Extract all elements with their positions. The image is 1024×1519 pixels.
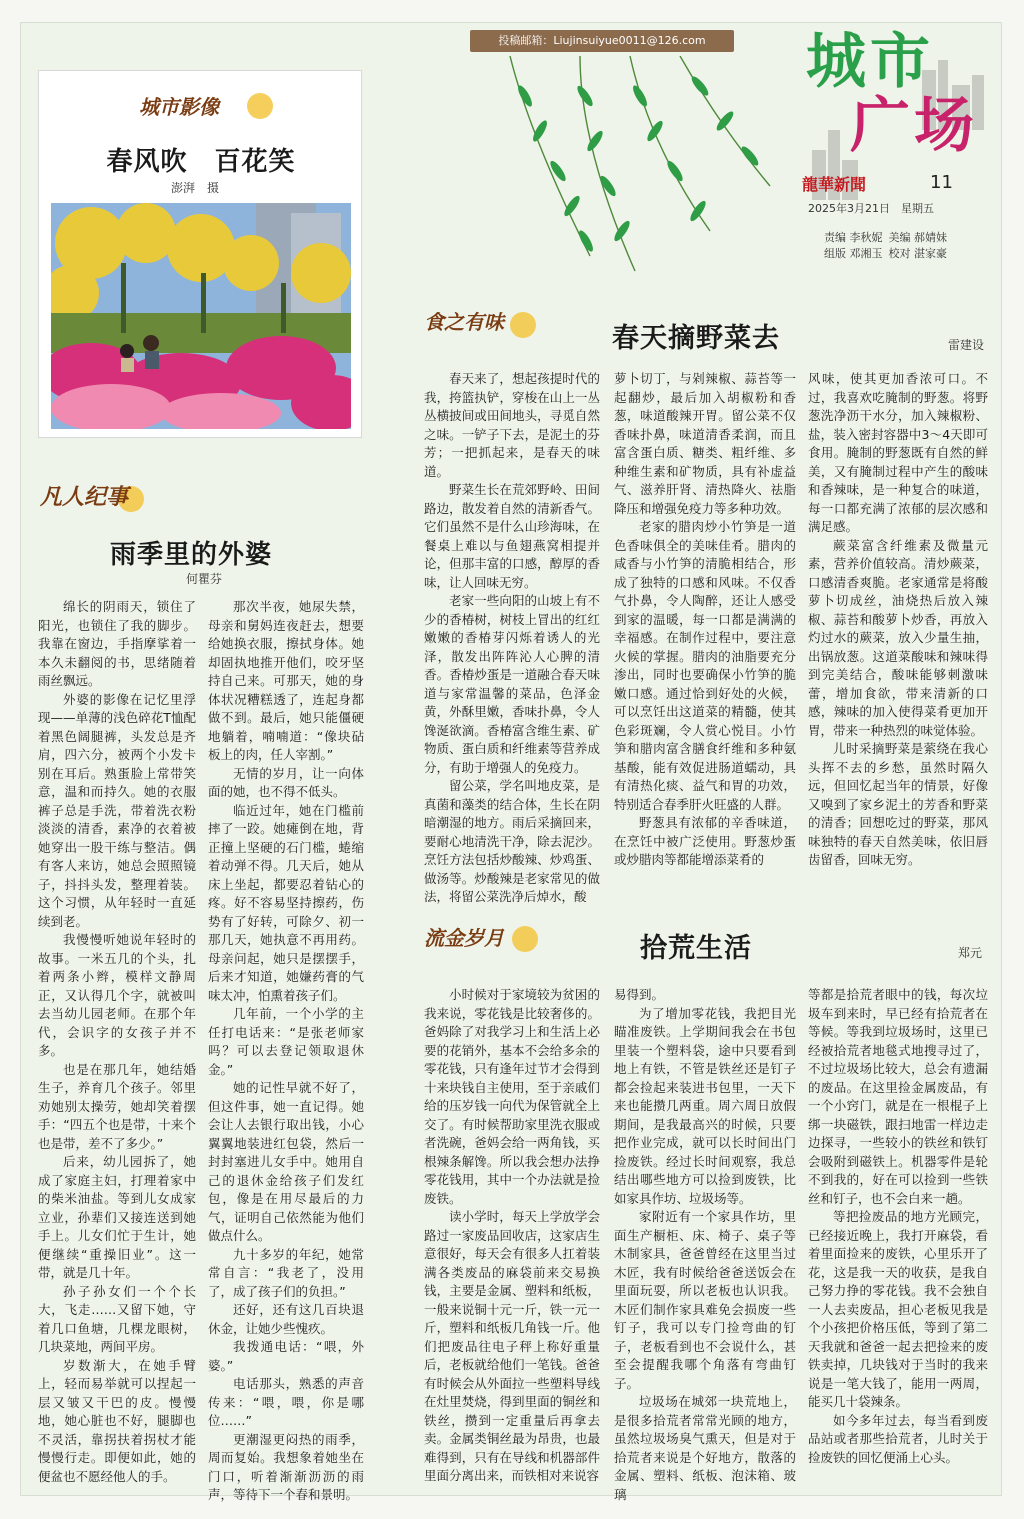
article-paragraph: 也是在那几年，她结婚生子，养育几个孩子。邻里劝她别太操劳，她却笑着摆手：“四五个也是带，十来个也是带，差不了多少。” bbox=[38, 1061, 196, 1151]
article-paragraph: 蕨菜富含纤维素及微量元素，营养价值较高。清炒蕨菜，口感清香爽脆。老家通常是将酸萝卜切成丝，油烧热后放入辣椒、蒜苔和酸萝卜炒香，再放入灼过水的蕨菜，放入少量生抽，出锅放葱。这道菜酸味和辣味得到完美结合，酸味能够刺激味蕾，增加食欲，带来清新的口感，辣味的加入使得菜肴更加开胃，带来一种热烈的味觉体验。 bbox=[808, 537, 988, 738]
article-paragraph: 等把捡废品的地方光顾完，已经接近晚上，我打开麻袋，看着里面捡来的废铁，心里乐开了花，这是我一天的收获，是我自己努力挣的零花钱。我不会独自一人去卖废品，担心老板见我是个小孩把价格压低，等到了第二天我就和爸爸一起去把捡来的废铁卖掉，几块钱对于当时的我来说是一笔大钱了，能用一两周，能买几十袋辣条。 bbox=[808, 1209, 988, 1409]
article-paragraph: 等都是拾荒者眼中的钱，每次垃圾车到来时，早已经有拾荒者在等候。等我到垃圾场时，这里已经被拾荒者地毯式地搜寻过了，不过垃圾场比较大，总会有遗漏的废品。在这里捡金属废品，有一个小窍门，就是在一根棍子上绑一块磁铁，跟扫地雷一样边走边探寻，一些较小的铁丝和铁钉会吸附到磁铁上。机器零件是轮不到我的，好在可以捡到一些铁丝和钉子，也不会白来一趟。 bbox=[808, 987, 988, 1206]
article-paragraph: 小时候对于家境较为贫困的我来说，零花钱是比较奢侈的。爸妈除了对我学习上和生活上必要的花销外，基本不会给多余的零花钱，只有逢年过节才会得到十来块钱自主使用，至于亲戚们给的压岁钱一向代为保管就全上交了。有时候帮助家里洗衣服或者洗碗，爸妈会给一两角钱，买根辣条解馋。所以我会想办法挣零花钱用，其中一个办法就是捡废铁。 bbox=[424, 987, 600, 1206]
article-paragraph: 我慢慢听她说年轻时的故事。一米五几的个头，扎着两条小辫，模样文静周正，又认得几个字，就被叫去当幼儿园老师。在那个年代，会识字的女孩子并不多。 bbox=[38, 932, 196, 1058]
article-paragraph: 垃圾场在城郊一块荒地上，是很多拾荒者常常光顾的地方，虽然垃圾场臭气熏天，但是对于拾荒者来说是个好地方，散落的金属、塑料、纸板、泡沫箱、玻璃 bbox=[614, 1394, 796, 1502]
article-paragraph: 儿时采摘野菜是萦绕在我心头挥不去的乡愁，虽然时隔久远，但回忆起当年的情景，好像又嗅到了家乡泥土的芳香和野菜的清香；回想吃过的野菜，那风味独特的春天自然美味，依旧唇齿留香，回味无穷。 bbox=[808, 741, 988, 867]
newspaper-brand: 龍華新聞 bbox=[802, 175, 867, 194]
article-paragraph: 留公菜，学名叫地皮菜，是真菌和藻类的结合体，生长在阴暗潮湿的地方。雨后采摘回来，要耐心地清洗干净，除去泥沙。烹饪方法包括炒酸辣、炒鸡蛋、做汤等。炒酸辣是老家常见的做法，将留公菜洗净后焯水，酸 bbox=[424, 778, 600, 904]
column-tag-golden-years: 流金岁月 bbox=[424, 922, 504, 951]
story3-column-3 bbox=[808, 986, 988, 1467]
column-tag-ordinary-people: 凡人纪事 bbox=[40, 480, 128, 511]
article-paragraph: 家附近有一个家具作坊，里面生产橱柜、床、椅子、桌子等木制家具，爸爸曾经在这里当过木匠，我有时候给爸爸送饭会在里面玩耍，所以老板也认识我。木匠们制作家具难免会损废一些钉子，我可以专门捡弯曲的钉子，老板看到也不会说什么，甚至会提醒我哪个角落有弯曲钉子。 bbox=[614, 1209, 796, 1391]
spring-flowers-photo bbox=[51, 203, 351, 429]
tag-decoration bbox=[512, 926, 538, 952]
story1-column-2 bbox=[208, 598, 364, 1505]
editor-credits bbox=[824, 230, 953, 262]
article-paragraph: 萝卜切丁，与剁辣椒、蒜苔等一起翻炒，最后加入胡椒粉和香葱，味道酸辣开胃。留公菜不仅香味扑鼻，味道清香柔润，而且富含蛋白质、糖类、粗纤维、多种维生素和矿物质，具有补虚益气、滋养肝肾、清热降火、祛脂降压和增强免疫力等多种功效。 bbox=[614, 371, 796, 516]
article-paragraph: 临近过年，她在门槛前摔了一跤。她瘫倒在地，背正撞上坚硬的石门槛，蜷缩着动弹不得。几天后，她从床上坐起，都要忍着钻心的疼。好不容易坚持擦药，伤势有了好转，可除夕、初一那几天，她执意不再用药。母亲问起，她只是摆摆手，后来才知道，她嫌药膏的气味太冲，怕熏着孩子们。 bbox=[208, 802, 364, 1003]
article-paragraph: 外婆的影像在记忆里浮现——单薄的浅色碎花T恤配着黑色阔腿裤，头发总是齐肩，四六分，被两个小发卡别在耳后。熟蛋脸上常带笑意，温和而持久。她的衣服裤子总是手洗，带着洗衣粉淡淡的清香，素净的衣着被她穿出一股干练与整洁。偶有客人来访，她总会照照镜子，抖抖头发，整理着装。这个习惯，从年轻时一直延续到老。 bbox=[38, 691, 196, 929]
column-tag-city-image: 城市影像 bbox=[139, 91, 219, 120]
article-paragraph: 还好，还有这几百块退休金，让她少些愧疚。 bbox=[208, 1302, 364, 1336]
article-paragraph: 春天来了，想起孩提时代的我，挎篮执铲，穿梭在山上一丛丛横披间或田间地头，寻觅自然之味。一铲子下去，是泥土的芬芳；一把抓起来，是春天的味道。 bbox=[424, 371, 600, 479]
photo-story-author: 澎湃 摄 bbox=[171, 181, 220, 195]
article-paragraph: 如今多年过去，每当看到废品站或者那些拾荒者，儿时关于捡废铁的回忆便涌上心头。 bbox=[808, 1412, 988, 1465]
issue-date: 2025年3月21日 星期五 bbox=[808, 202, 934, 215]
story1-author: 何瞿芬 bbox=[186, 572, 223, 586]
story2-column-1 bbox=[424, 370, 600, 907]
article-paragraph: 为了增加零花钱，我把目光瞄准废铁。上学期间我会在书包里装一个塑料袋，途中只要看到地上有铁，不管是铁丝还是钉子都会捡起来装进书包里，一天下来也能攒几两重。周六周日放假期间，是我最高兴的时候，只要把作业完成，就可以长时间出门捡废铁。经过长时间观察，我总结出哪些地方可以捡到废铁，比如家具作坊、垃圾场等。 bbox=[614, 1005, 796, 1206]
article-paragraph: 更潮湿更闷热的雨季，周而复始。我想象着她坐在门口，听着渐渐沥沥的雨声，等待下一个春和景明。 bbox=[208, 1431, 364, 1502]
section-title-line2: 广场 bbox=[850, 91, 978, 161]
page-number: 11 bbox=[930, 172, 953, 193]
photo-story-title: 春风吹 百花笑 bbox=[106, 147, 296, 177]
story1-column-1 bbox=[38, 598, 196, 1486]
article-paragraph: 老家的腊肉炒小竹笋是一道色香味俱全的美味佳肴。腊肉的咸香与小竹笋的清脆相结合，形成了独特的口感和风味。不仅香气扑鼻，令人陶醉，还让人感受到家的温暖，每一口都是满满的幸福感。在制作过程中，要注意火候的掌握。腊肉的油脂要充分渗出，同时也要确保小竹笋的脆嫩口感。通过恰到好处的火候，可以烹饪出这道菜的精髓，使其色彩斑斓，令人赏心悦目。小竹笋和腊肉富含膳食纤维和多种氨基酸，能有效促进肠道蠕动，具有清热化痰、益气和胃的功效，特别适合春季肝火旺盛的人群。 bbox=[614, 519, 796, 812]
column-tag-food: 食之有味 bbox=[424, 306, 504, 335]
story3-column-2 bbox=[614, 986, 796, 1504]
story2-title: 春天摘野菜去 bbox=[612, 323, 780, 354]
article-paragraph: 野菜生长在荒郊野岭、田间路边，散发着自然的清新香气。它们虽然不是什么山珍海味，在餐桌上难以与鱼翅燕窝相提并论，但那丰富的口感，醇厚的香味，让人回味无穷。 bbox=[424, 482, 600, 590]
section-title-line1: 城市 bbox=[806, 27, 934, 97]
article-paragraph: 后来，幼儿园拆了，她成了家庭主妇，打理着家中的柴米油盐。等到儿女成家立业，孙辈们又接连送到她手上。儿女们忙于生计，她便继续“重操旧业”。这一带，就是几十年。 bbox=[38, 1154, 196, 1280]
article-paragraph: 九十多岁的年纪，她常常自言：“我老了，没用了，成了孩子们的负担。” bbox=[208, 1246, 364, 1299]
article-paragraph: 几年前，一个小学的主任打电话来：“是张老师家吗？可以去登记领取退休金。” bbox=[208, 1006, 364, 1077]
article-paragraph: 无情的岁月，让一向体面的她，也不得不低头。 bbox=[208, 765, 364, 799]
story2-column-2 bbox=[614, 370, 796, 870]
story3-title: 拾荒生活 bbox=[640, 933, 752, 964]
article-paragraph: 我拨通电话：“喂，外婆。” bbox=[208, 1339, 364, 1373]
tag-decoration bbox=[510, 312, 536, 338]
story2-column-3 bbox=[808, 370, 988, 870]
article-paragraph: 绵长的阴雨天，锁住了阳光，也锁住了我的脚步。我靠在窗边，手指摩挲着一本久未翻阅的书，思绪随着雨丝飘远。 bbox=[38, 599, 196, 688]
article-paragraph: 风味，使其更加香浓可口。不过，我喜欢吃腌制的野葱。将野葱洗净沥干水分，加入辣椒粉、盐，装入密封容器中3～4天即可食用。腌制的野葱既有自然的鲜美，又有腌制过程中产生的酸味和香辣味，是一种复合的味道，每一口都充满了浓郁的层次感和满足感。 bbox=[808, 371, 988, 534]
article-paragraph: 野葱具有浓郁的辛香味道，在烹饪中被广泛使用。野葱炒蛋或炒腊肉等都能增添菜肴的 bbox=[614, 815, 796, 867]
article-paragraph: 那次半夜，她尿失禁，母亲和舅妈连夜赶去，想要给她换衣服，擦拭身体。她却固执地推开他们，咬牙坚持自己来。可那天，她的身体状况糟糕透了，连起身都做不到。最后，她只能僵硬地躺着，喃喃道：“像块砧板上的肉，任人宰割。” bbox=[208, 599, 364, 762]
article-paragraph: 老家一些向阳的山坡上有不少的香椿树，树枝上冒出的红红嫩嫩的香椿芽闪烁着诱人的光泽，散发出阵阵沁人心脾的清香。香椿炒蛋是一道融合春天味道与家常温馨的菜品，色泽金黄，外酥里嫩，香味扑鼻，令人馋涎欲滴。香椿富含维生素、矿物质、蛋白质和纤维素等营养成分，有助于增强人的免疫力。 bbox=[424, 593, 600, 775]
article-paragraph: 读小学时，每天上学放学会路过一家废品回收店，这家店生意很好，每天会有很多人扛着装满各类废品的麻袋前来交易换钱，主要是金属、塑料和纸板，一般来说铜十元一斤，铁一元一斤，塑料和纸板几角钱一斤。他们把废品往电子秤上称好重量后，老板就给他们一笔钱。爸爸有时候会从外面拉一些塑料导线在灶里焚烧，得到里面的铜丝和铁丝，攒到一定重量后再拿去卖。金属类铜丝最为昂贵，也最难得到，只有在导线和机器部件里面分离出来，而铁相对来说容 bbox=[424, 1209, 600, 1483]
story3-column-1 bbox=[424, 986, 600, 1486]
story2-author: 雷建设 bbox=[948, 338, 985, 352]
article-paragraph: 孙子孙女们一个个长大，飞走……又留下她，守着几口鱼塘，几棵龙眼树，几块菜地，两间平房。 bbox=[38, 1283, 196, 1354]
story3-author: 郑元 bbox=[958, 946, 983, 960]
article-paragraph: 易得到。 bbox=[614, 987, 665, 1002]
tag-decoration bbox=[247, 93, 273, 119]
article-paragraph: 电话那头，熟悉的声音传来：“喂，喂，你是哪位……” bbox=[208, 1376, 364, 1428]
submission-email: 投稿邮箱：Liujinsuiyue0011@126.com bbox=[470, 30, 734, 52]
article-paragraph: 岁数渐大，在她手臂上，轻而易举就可以捏起一层又皱又干巴的皮。慢慢地，她心脏也不好，腿脚也不灵活，靠拐扶着拐杖才能慢慢行走。即便如此，她的便盆也不愿经他人的手。 bbox=[38, 1357, 196, 1484]
credit-row: 责编 李秋妮 美编 郝婧妹 bbox=[824, 231, 947, 244]
story1-title: 雨季里的外婆 bbox=[110, 540, 273, 570]
section-title bbox=[806, 27, 992, 161]
willow-branches-illustration bbox=[470, 56, 800, 286]
photo-story-card bbox=[38, 70, 362, 438]
credit-row: 组版 邓湘玉 校对 湛家豪 bbox=[824, 247, 947, 260]
article-paragraph: 她的记性早就不好了，但这件事，她一直记得。她会让人去银行取出钱，小心翼翼地装进红包袋，然后一封封塞进儿女手中。她用自己的退休金给孩子们发红包，像是在用尽最后的力气，证明自己依然能为他们做点什么。 bbox=[208, 1080, 364, 1243]
